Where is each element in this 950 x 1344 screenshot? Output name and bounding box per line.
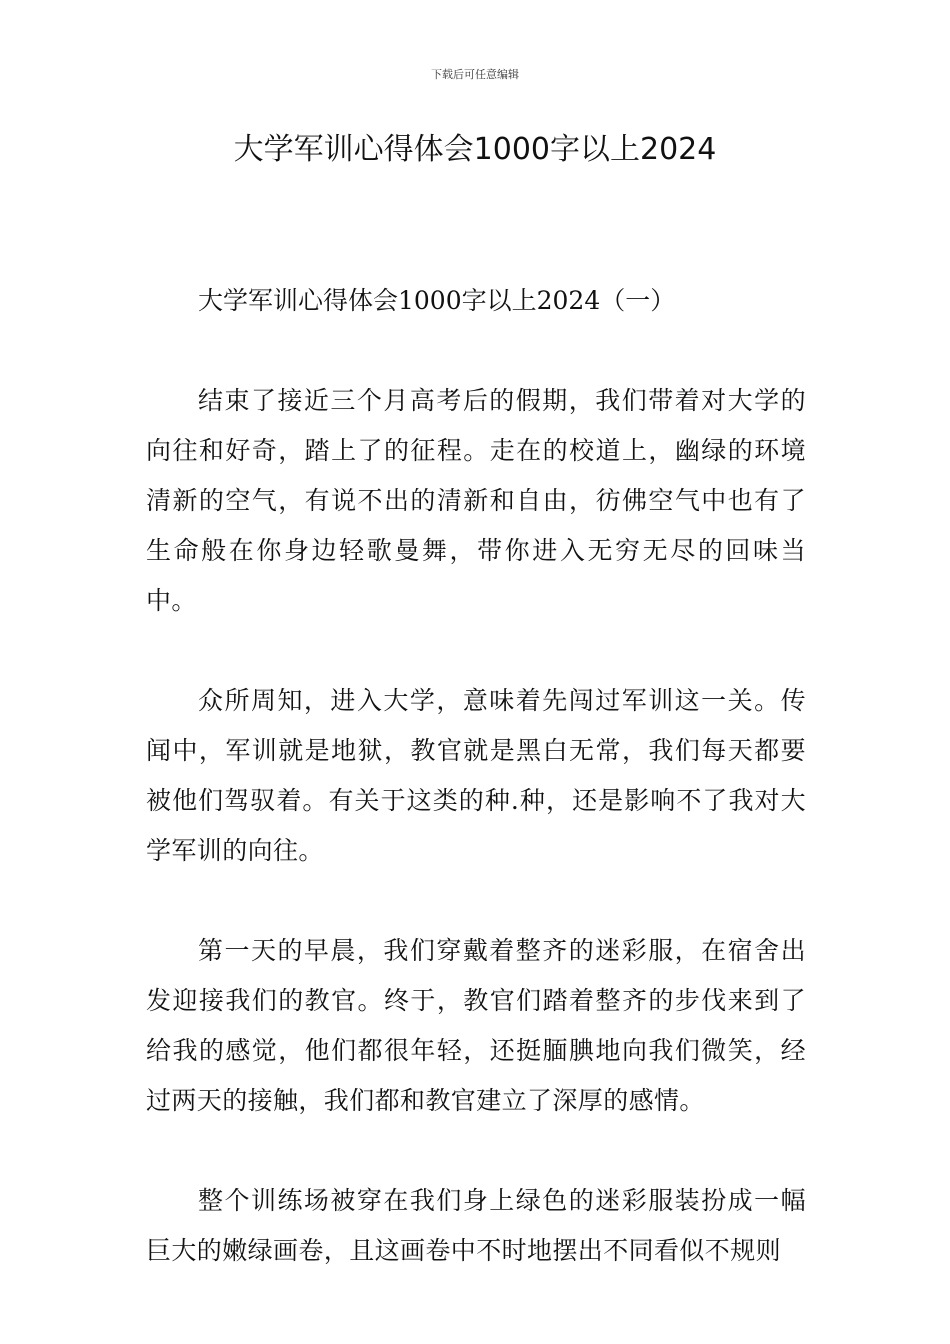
section-subtitle: 大学军训心得体会1000字以上2024（一） [198,286,676,315]
paragraph-3: 第一天的早晨，我们穿戴着整齐的迷彩服，在宿舍出发迎接我们的教官。终于，教官们踏着整齐的步伐来到了给我的感觉，他们都很年轻，还挺腼腆地向我们微笑，经过两天的接触，我们都和教官建立了深厚的感情。 [146,936,806,1115]
paragraph-4: 整个训练场被穿在我们身上绿色的迷彩服装扮成一幅巨大的嫩绿画卷，且这画卷中不时地摆出不同看似不规则 [146,1186,806,1265]
document-body [146,276,806,1326]
paragraph-2: 众所周知，进入大学，意味着先闯过军训这一关。传闻中，军训就是地狱，教官就是黑白无常，我们每天都要被他们驾驭着。有关于这类的种.种，还是影响不了我对大学军训的向往。 [146,686,806,865]
header-note: 下载后可任意编辑 [431,68,519,81]
document-title: 大学军训心得体会1000字以上2024 [233,132,717,167]
paragraph-1: 结束了接近三个月高考后的假期，我们带着对大学的向往和好奇，踏上了的征程。走在的校道上，幽绿的环境清新的空气，有说不出的清新和自由，彷佛空气中也有了生命般在你身边轻歌曼舞，带你进入无穷无尽的回味当中。 [146,386,806,615]
